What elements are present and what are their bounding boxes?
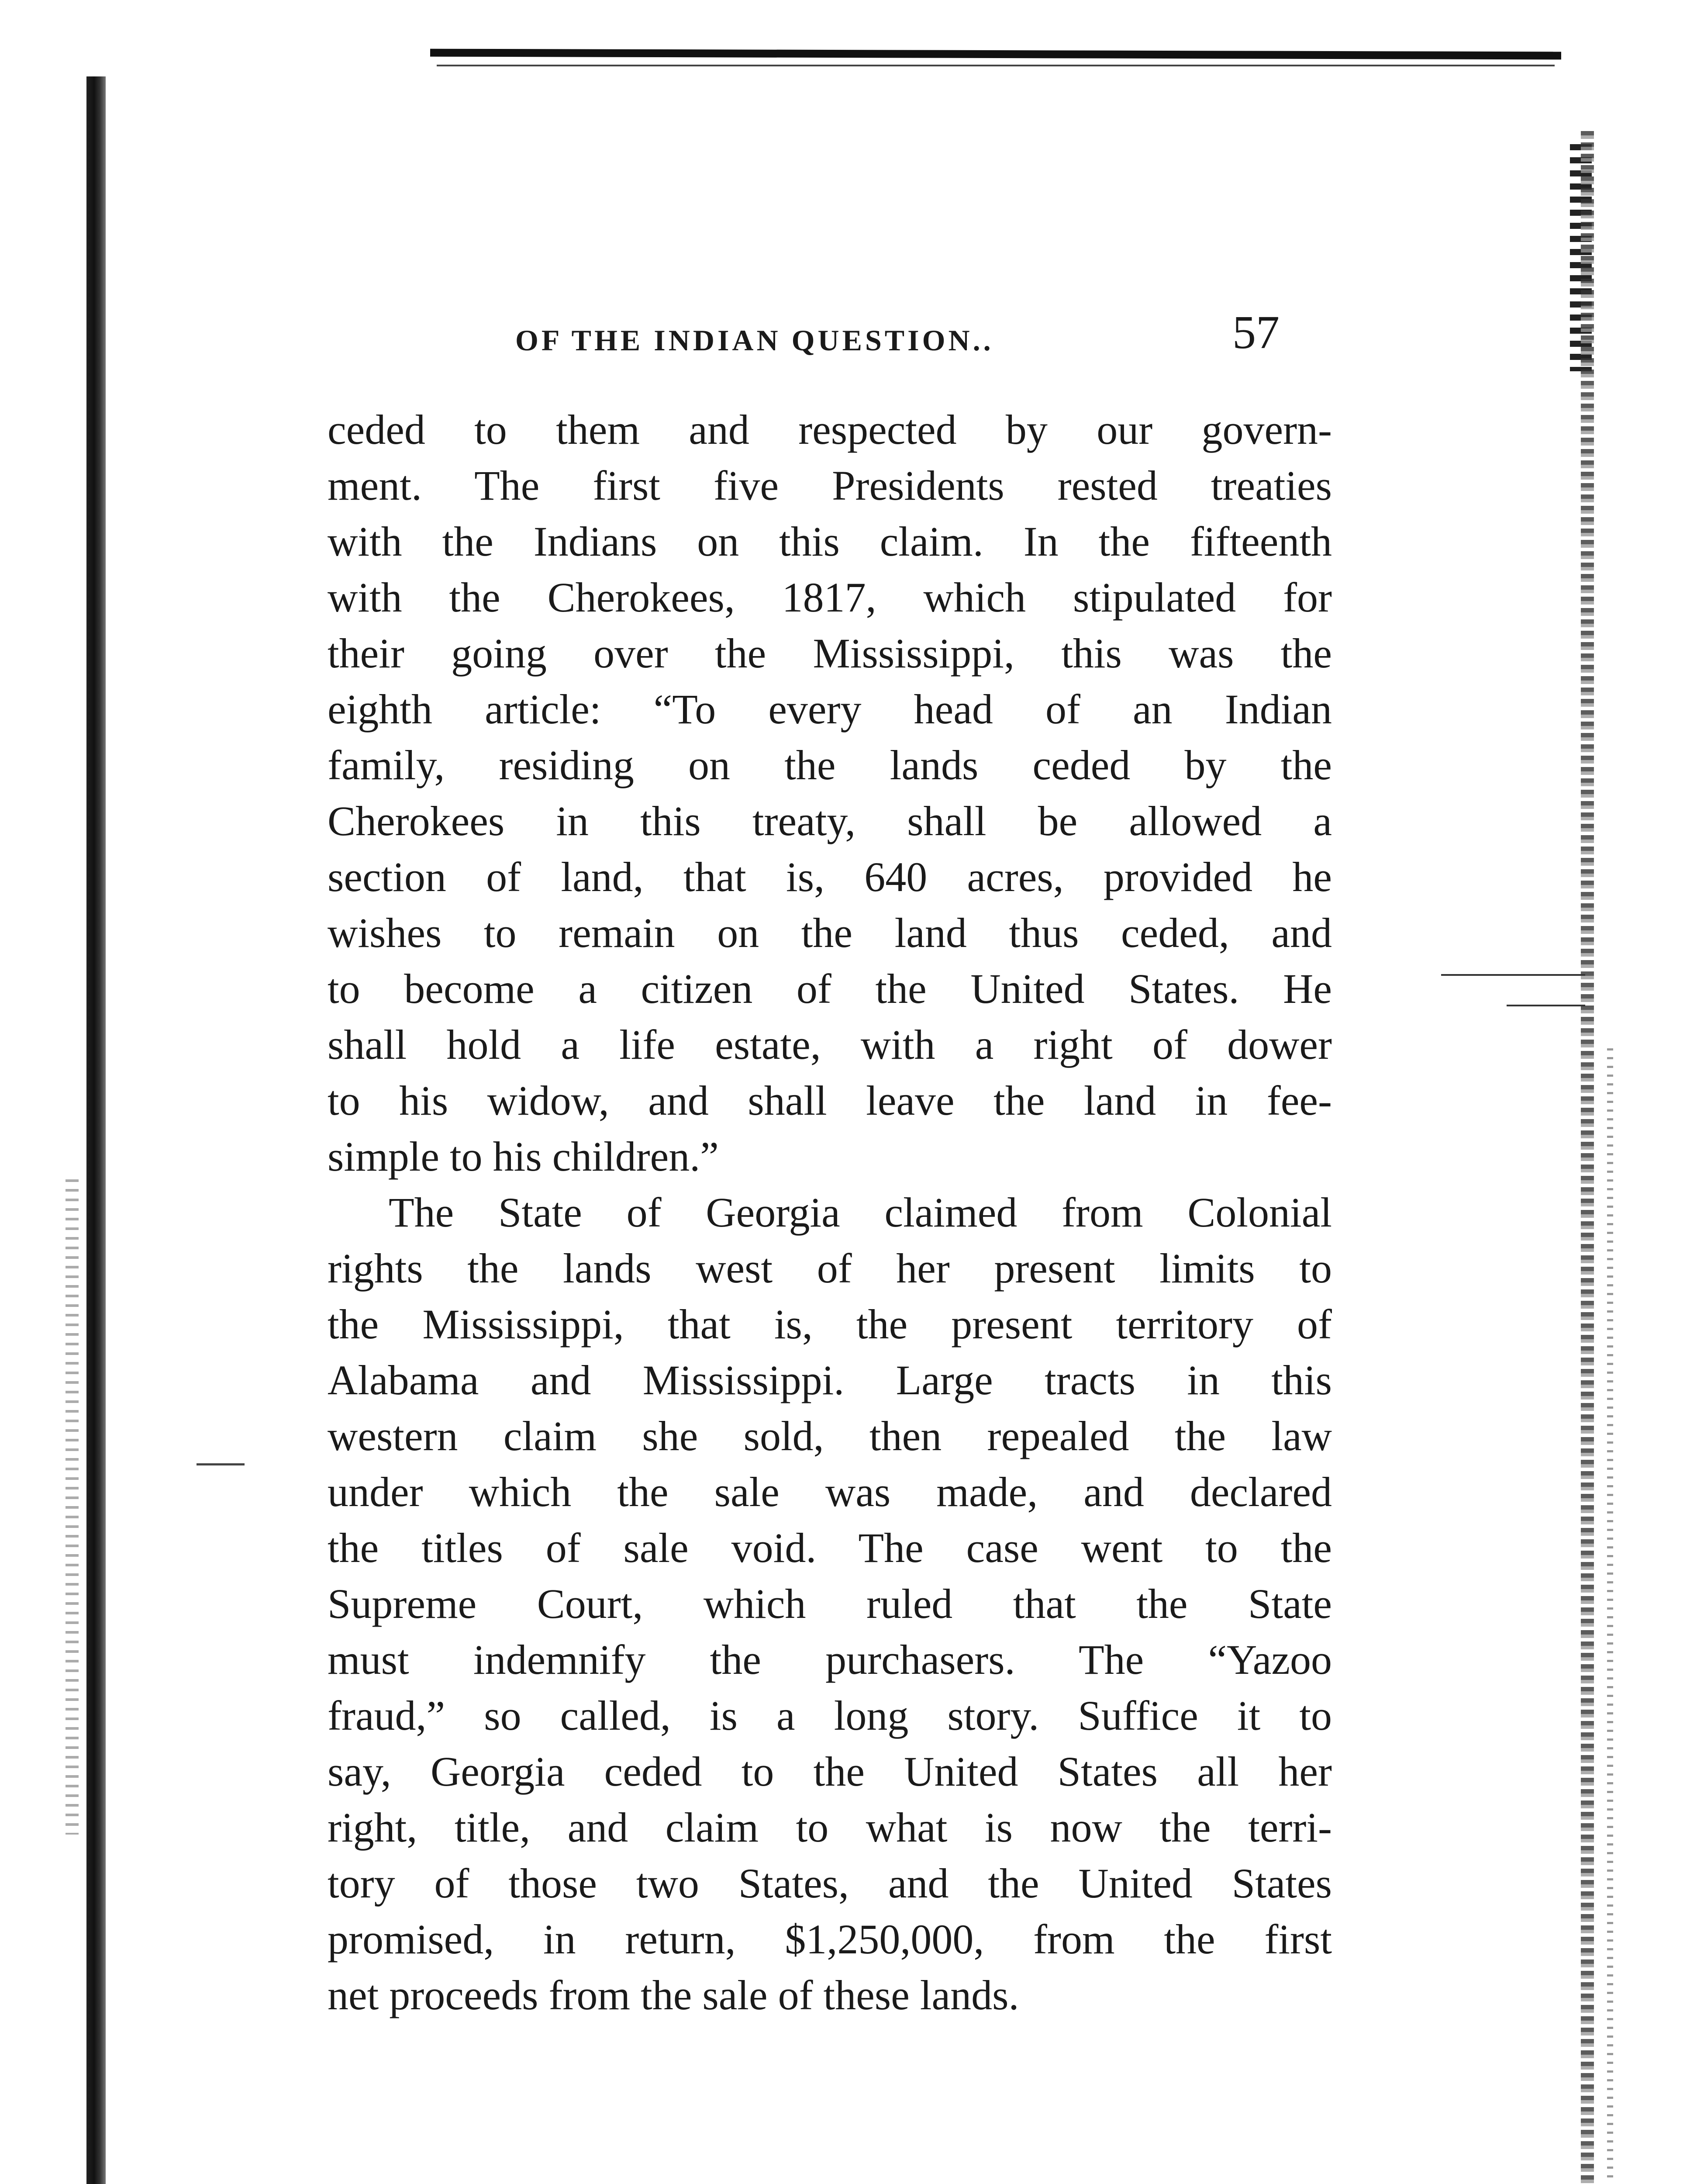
text-line: Alabama and Mississippi. Large tracts in this (328, 1357, 1332, 1403)
right-margin-stroke (1507, 1005, 1585, 1006)
text-line: shall hold a life estate, with a right of dower (328, 1021, 1332, 1068)
text-line: section of land, that is, 640 acres, provided he (328, 854, 1332, 900)
body-text (328, 402, 1332, 2023)
right-scan-edge-inner (1607, 1048, 1613, 2184)
left-scan-edge (86, 76, 106, 2184)
page-number: 57 (1232, 307, 1280, 359)
page-header (515, 306, 1280, 367)
text-line: eighth article: “To every head of an Indian (328, 686, 1332, 733)
text-line: with the Cherokees, 1817, which stipulated for (328, 574, 1332, 621)
text-line: simple to his children.” (328, 1133, 719, 1180)
running-title: OF THE INDIAN QUESTION.. (515, 324, 994, 357)
top-rule-shadow (437, 65, 1555, 66)
text-line: must indemnify the purchasers. The “Yazoo (328, 1636, 1332, 1683)
text-line: fraud,” so called, is a long story. Suffice it to (328, 1692, 1332, 1739)
right-scan-edge (1581, 131, 1594, 2184)
text-line: rights the lands west of her present limits to (328, 1245, 1332, 1292)
text-line: ceded to them and respected by our govern- (328, 406, 1332, 453)
text-line: to become a citizen of the United States. He (328, 965, 1332, 1012)
text-line: under which the sale was made, and declared (328, 1469, 1332, 1515)
text-line: with the Indians on this claim. In the fifteenth (328, 518, 1332, 565)
text-line: their going over the Mississippi, this was the (328, 630, 1332, 677)
left-margin-stroke (197, 1463, 245, 1465)
text-line: tory of those two States, and the United States (328, 1860, 1332, 1907)
text-line: Supreme Court, which ruled that the State (328, 1580, 1332, 1627)
right-margin-stroke (1441, 974, 1585, 976)
text-line: say, Georgia ceded to the United States all her (328, 1748, 1332, 1795)
text-line: the titles of sale void. The case went to the (328, 1524, 1332, 1571)
text-line: ment. The first five Presidents rested treaties (328, 462, 1332, 509)
text-line: to his widow, and shall leave the land in fee- (328, 1077, 1332, 1124)
top-rule (430, 49, 1561, 60)
text-line: wishes to remain on the land thus ceded, and (328, 909, 1332, 956)
text-line: western claim she sold, then repealed the law (328, 1413, 1332, 1459)
text-line: net proceeds from the sale of these lands. (328, 1972, 1019, 2018)
text-line: the Mississippi, that is, the present territory of (328, 1301, 1332, 1348)
paragraph-start: The State of Georgia claimed from Colonial (389, 1189, 1332, 1236)
left-scan-specks (66, 1179, 79, 1835)
text-line: right, title, and claim to what is now the terri- (328, 1804, 1332, 1851)
text-line: family, residing on the lands ceded by the (328, 742, 1332, 788)
text-line: promised, in return, $1,250,000, from the first (328, 1916, 1332, 1963)
text-line: Cherokees in this treaty, shall be allowed a (328, 798, 1332, 844)
